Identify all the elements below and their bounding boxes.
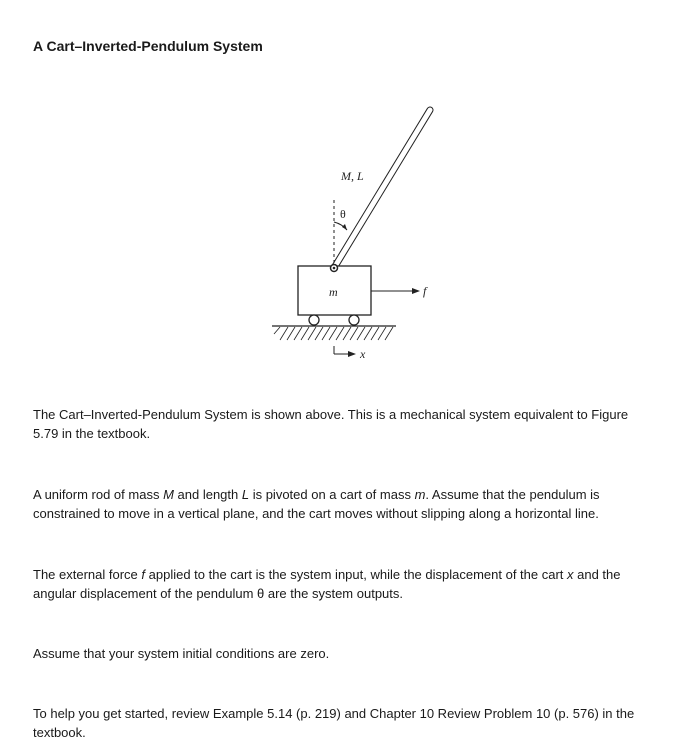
paragraph-references: To help you get started, review Example 5.14 (p. 219) and Chapter 10 Review Problem 10 (p. 576) in the textbook. — [33, 706, 635, 740]
ground-hatching — [274, 327, 393, 340]
wheel-left — [309, 315, 319, 325]
force-arrowhead — [412, 288, 420, 294]
pendulum-rod — [334, 110, 430, 268]
label-theta: θ — [340, 207, 346, 221]
cart-pendulum-figure — [260, 100, 440, 365]
label-mass-length: M, L — [341, 169, 364, 183]
theta-arrowhead — [342, 224, 347, 230]
label-force: f — [423, 284, 427, 298]
figure-svg — [260, 100, 440, 365]
paragraph-inputs-outputs: The external force f applied to the cart is the system input, while the displacement of the cart x and the angular displacement of the pendulum θ are the system outputs. — [33, 567, 621, 601]
paragraph-description: A uniform rod of mass M and length L is pivoted on a cart of mass m. Assume that the pendulum is constrained to move in a vertical plane, and the cart moves without slipping along a horizontal line. — [33, 487, 600, 521]
paragraph-initial-conditions: Assume that your system initial conditions are zero. — [33, 646, 330, 661]
wheel-right — [349, 315, 359, 325]
paragraph-intro: The Cart–Inverted-Pendulum System is shown above. This is a mechanical system equivalent to Figure 5.79 in the textbook. — [33, 407, 629, 441]
displacement-arrow — [334, 346, 356, 357]
label-cart-mass: m — [329, 285, 338, 299]
label-displacement: x — [360, 347, 366, 361]
page-title: A Cart–Inverted-Pendulum System — [33, 38, 263, 54]
